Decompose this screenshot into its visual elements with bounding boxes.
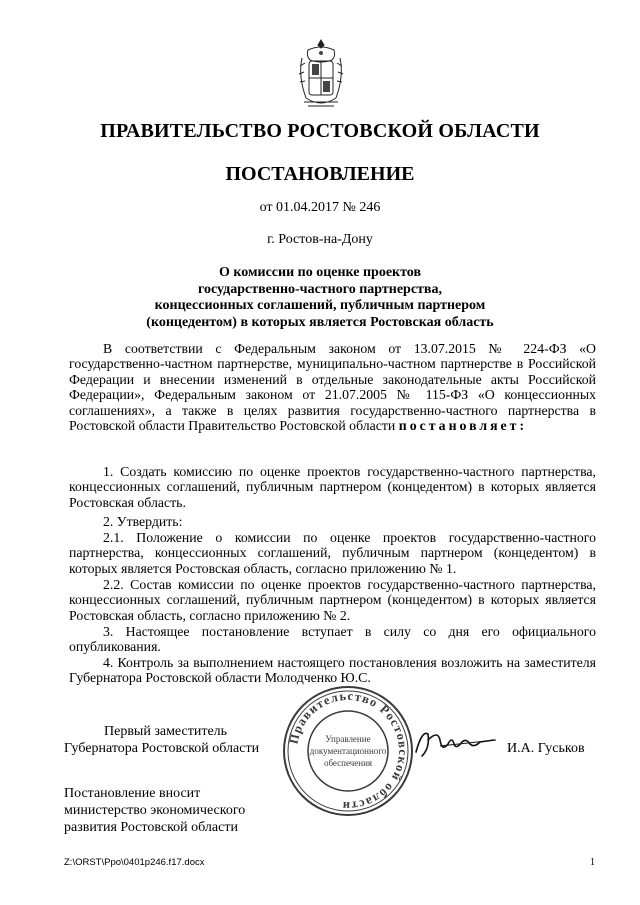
coat-of-arms-icon [296, 36, 346, 112]
document-date-number: от 01.04.2017 № 246 [259, 200, 381, 215]
resolves-word: постановляет [398, 418, 520, 434]
preamble-paragraph [69, 341, 596, 433]
stamp-inner-line: документационного [309, 746, 387, 756]
position-line: Губернатора Ростовской области [64, 741, 260, 756]
document-type: ПОСТАНОВЛЕНИЕ [225, 163, 415, 185]
file-path: Z:\ORST\Ppo\0401p246.f17.docx [64, 857, 205, 868]
resolves-colon: : [519, 418, 525, 434]
document-place: г. Ростов-на-Дону [267, 232, 373, 247]
item-2-2: 2.2. Состав комиссии по оценке проектов государственно-частного партнерства, концессионных соглашений, публичным партнером (концедентом) в которых является Ростовская область, согласно приложению № 2. [69, 577, 596, 623]
subject-line: (концедентом) в которых является Ростовская область [146, 314, 494, 330]
position-line: Первый заместитель [104, 724, 228, 739]
handwritten-signature-icon [410, 722, 500, 764]
stamp-outer-text: Правительство Ростовской области [286, 688, 411, 814]
submitter-note [64, 785, 245, 836]
subject-line: О комиссии по оценке проектов [218, 265, 422, 280]
official-stamp-icon [281, 684, 415, 818]
signatory-name: И.А. Гуськов [507, 741, 585, 756]
note-line: Постановление вносит [64, 786, 201, 801]
subject-line: концессионных соглашений, публичным партнером [154, 298, 486, 313]
note-line: развития Ростовской области [64, 820, 238, 835]
item-1: 1. Создать комиссию по оценке проектов государственно-частного партнерства, концессионных соглашений, публичным партнером (концедентом) в которых является Ростовская область. [69, 464, 596, 510]
stamp-inner-line: обеспечения [323, 758, 373, 768]
item-2: 2. Утвердить: [103, 514, 183, 529]
stamp-inner-line: Управление [325, 734, 371, 744]
note-line: министерство экономического [64, 803, 246, 818]
item-4: 4. Контроль за выполнением настоящего постановления возложить на заместителя Губернатора Ростовской области Молодченко Ю.С. [69, 655, 596, 686]
item-3: 3. Настоящее постановление вступает в силу со дня его официального опубликования. [69, 624, 596, 655]
signatory-position [64, 723, 259, 757]
government-title: ПРАВИТЕЛЬСТВО РОСТОВСКОЙ ОБЛАСТИ [100, 120, 540, 142]
document-subject [0, 265, 640, 331]
page-number: 1 [590, 857, 595, 868]
item-2-1: 2.1. Положение о комиссии по оценке проектов государственно-частного партнерства, концессионных соглашений, публичным партнером (концедентом) в которых является Ростовская область, согласно приложению № 1. [69, 530, 596, 576]
subject-line: государственно-частного партнерства, [197, 281, 442, 297]
preamble-text: В соответствии с Федеральным законом от 13.07.2015 № 224-ФЗ «О государственно-частном партнерстве, муниципально-частном партнерстве в Российской Федерации и внесении изменений в отдельные законодательные акты Российской Федерации», Федеральным законом от 21.07.2005 № 115-ФЗ «О концессионных соглашениях», а также в целях развития государственно-частного партнерства в Ростовской области Правительство Ростовской области [69, 341, 596, 434]
